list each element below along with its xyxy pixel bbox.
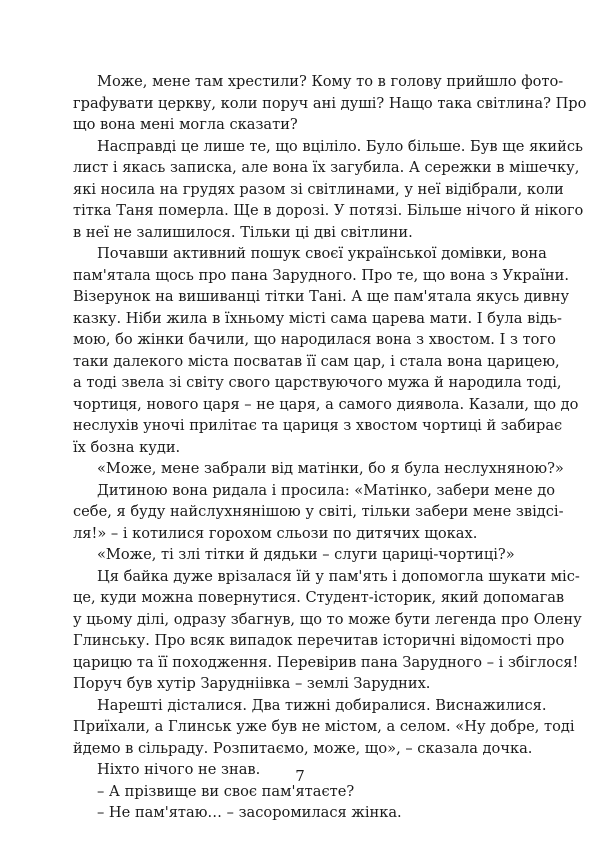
text-line: ля!» – і котилися горохом сльози по дитячих щоках. bbox=[73, 524, 478, 542]
text-line: «Може, мене забрали від матінки, бо я була неслухняною?» bbox=[97, 460, 564, 477]
paragraph bbox=[73, 71, 587, 136]
text-line: Ця байка дуже врізалася їй у пам'ять і допомогла шукати міс- bbox=[97, 567, 580, 585]
text-line: йдемо в сільраду. Розпитаємо, може, що», – сказала дочка. bbox=[73, 739, 533, 757]
text-line: чортиця, нового царя – не царя, а самого диявола. Казали, що до bbox=[73, 395, 579, 413]
text-line: Нарешті дісталися. Два тижні добиралися. Виснажилися. bbox=[97, 696, 547, 714]
paragraph bbox=[73, 566, 582, 695]
text-line: у цьому ділі, одразу збагнув, що то може бути легенда про Олену bbox=[73, 610, 582, 628]
paragraph bbox=[73, 243, 579, 458]
text-line: Візерунок на вишиванці тітки Тані. А ще пам'ятала якусь дивну bbox=[73, 288, 570, 305]
text-line: себе, я буду найслухнянішою у світі, тільки забери мене звідсі- bbox=[73, 503, 564, 520]
text-line: Поруч був хутір Зарудніівка – землі Зарудних. bbox=[73, 675, 431, 692]
paragraph bbox=[73, 544, 527, 566]
text-line: неслухів уночі прилітає та цариця з хвостом чортиці й забирає bbox=[73, 417, 563, 434]
text-line: тітка Таня померла. Ще в дорозі. У потязі. Більше нічого й нікого bbox=[73, 202, 584, 219]
body-text bbox=[73, 71, 587, 824]
text-line: які носила на грудях разом зі світлинами, у неї відібрали, коли bbox=[73, 180, 564, 198]
text-line: царицю та її походження. Перевірив пана Зарудного – і збіглося! bbox=[73, 653, 579, 671]
text-line: таки далекого міста посватав її сам цар, і стала вона царицею, bbox=[73, 352, 560, 370]
text-line: – Не пам'ятаю… – засоромилася жінка. bbox=[97, 804, 402, 821]
text-line: Приїхали, а Глинськ уже був не містом, а селом. «Ну добре, тоді bbox=[73, 718, 575, 735]
text-line: казку. Ніби жила в їхньому місті сама царева мати. І була відь- bbox=[73, 309, 562, 327]
page-number: 7 bbox=[295, 767, 305, 785]
text-line: лист і якась записка, але вона їх загубила. А сережки в мішечку, bbox=[73, 159, 580, 176]
text-line: що вона мені могла сказати? bbox=[73, 116, 298, 133]
paragraph bbox=[73, 695, 575, 760]
text-line: Дитиною вона ридала і просила: «Матінко, забери мене до bbox=[97, 481, 556, 499]
text-line: це, куди можна повернутися. Студент-історик, який допомагав bbox=[73, 589, 565, 606]
text-line: «Може, ті злі тітки й дядьки – слуги цариці-чортиці?» bbox=[97, 546, 515, 563]
text-line: їх бозна куди. bbox=[73, 438, 181, 456]
paragraph bbox=[73, 480, 564, 545]
text-line: графувати церкву, коли поруч ані душі? Нащо така світлина? Про bbox=[73, 94, 587, 112]
text-line: Може, мене там хрестили? Кому то в голову прийшло фото- bbox=[97, 73, 564, 90]
text-line: – А прізвище ви своє пам'ятаєте? bbox=[97, 782, 355, 800]
text-line: пам'ятала щось про пана Зарудного. Про те, що вона з України. bbox=[73, 266, 570, 284]
text-line: Почавши активний пошук своєї української домівки, вона bbox=[97, 245, 547, 262]
text-line: в неї не залишилося. Тільки ці дві світлини. bbox=[73, 223, 413, 241]
text-line: мою, бо жінки бачили, що народилася вона з хвостом. І з того bbox=[73, 331, 556, 348]
text-line: Глинську. Про всяк випадок перечитав історичні відомості про bbox=[73, 632, 565, 649]
text-line: а тоді звела зі світу свого царствуючого мужа й народила тоді, bbox=[73, 374, 562, 391]
paragraph bbox=[73, 802, 527, 824]
text-line: Ніхто нічого не знав. bbox=[97, 761, 261, 778]
text-line: Насправді це лише те, що вціліло. Було більше. Був ще якийсь bbox=[97, 137, 583, 155]
paragraph bbox=[73, 136, 584, 244]
paragraph bbox=[73, 458, 564, 480]
